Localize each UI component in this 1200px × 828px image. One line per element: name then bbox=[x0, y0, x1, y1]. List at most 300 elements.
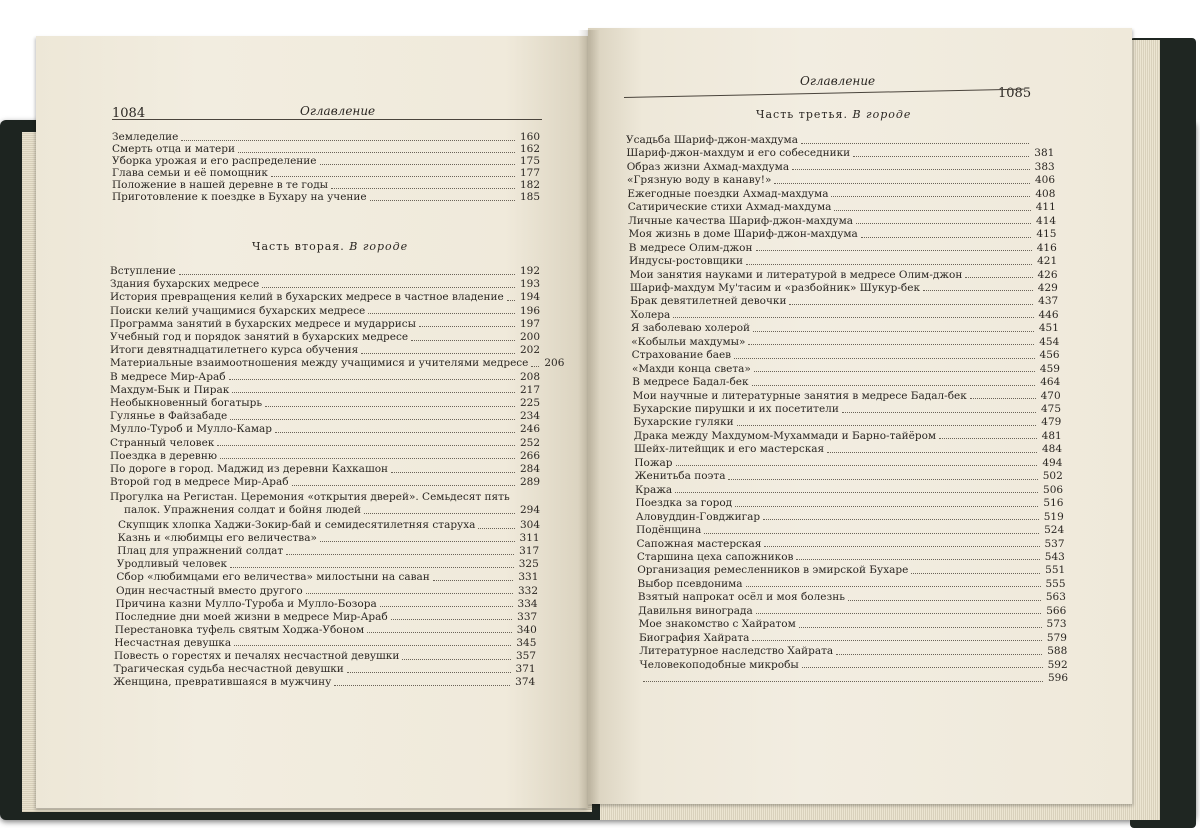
toc-leader-dots bbox=[939, 438, 1037, 439]
toc-entry-page: 331 bbox=[518, 571, 539, 584]
toc-leader-dots bbox=[368, 313, 515, 314]
toc-entry-page: 502 bbox=[1042, 470, 1063, 483]
toc-entry-title-line1: Прогулка на Регистан. Церемония «открытия дверей». Семьдесят пять bbox=[110, 491, 510, 503]
toc-entry-title: Повесть о горестях и печалях несчастной девушки bbox=[114, 650, 400, 662]
toc-entry-page: 325 bbox=[518, 558, 539, 571]
toc-entry-page: 162 bbox=[519, 143, 540, 155]
toc-leader-dots bbox=[433, 580, 514, 581]
toc-entry[interactable] bbox=[632, 363, 1060, 375]
toc-entry-title: Казнь и «любимцы его величества» bbox=[117, 532, 317, 545]
toc-entry-page: 225 bbox=[519, 397, 540, 409]
toc-entry-title: Бухарские гуляки bbox=[633, 416, 734, 429]
toc-entry[interactable] bbox=[633, 403, 1061, 415]
toc-entry-title: Учебный год и порядок занятий в бухарских медресе bbox=[110, 331, 409, 343]
toc-leader-dots bbox=[923, 290, 1033, 291]
toc-entry-title: Поиски келий учащимися бухарских медресе bbox=[110, 304, 366, 317]
toc-entry[interactable] bbox=[635, 484, 1063, 496]
toc-entry-page: 475 bbox=[1040, 403, 1061, 415]
toc-entry[interactable] bbox=[114, 650, 536, 662]
toc-leader-dots bbox=[704, 533, 1039, 534]
left-header-rule bbox=[112, 119, 542, 120]
toc-entry[interactable] bbox=[110, 463, 540, 475]
toc-entry[interactable] bbox=[110, 410, 540, 422]
toc-entry-page: 524 bbox=[1044, 524, 1065, 537]
toc-entry[interactable] bbox=[640, 672, 1068, 684]
toc-leader-dots bbox=[748, 344, 1034, 345]
toc-entry-title: Приготовление к поездке в Бухару на учение bbox=[112, 191, 367, 203]
right-section-label: Часть третья. bbox=[756, 108, 848, 121]
left-section-label: Часть вторая. bbox=[252, 240, 345, 253]
toc-entry-title: Пожар bbox=[634, 456, 673, 469]
toc-entry[interactable] bbox=[639, 632, 1067, 644]
toc-entry[interactable] bbox=[110, 437, 540, 449]
toc-entry-title: Страхование баев bbox=[631, 349, 732, 362]
toc-leader-dots bbox=[292, 485, 515, 486]
toc-entry-page: 289 bbox=[519, 476, 540, 489]
toc-entry[interactable] bbox=[112, 179, 540, 191]
toc-leader-dots bbox=[229, 379, 515, 380]
right-running-header: Оглавление bbox=[800, 74, 876, 88]
toc-entry-page: 266 bbox=[519, 449, 540, 462]
toc-entry-page: 592 bbox=[1047, 658, 1068, 671]
toc-leader-dots bbox=[643, 681, 1043, 682]
toc-entry[interactable] bbox=[627, 161, 1055, 173]
toc-leader-dots bbox=[230, 419, 515, 420]
toc-entry-title: Сапожная мастерская bbox=[636, 537, 762, 550]
toc-entry-title: Программа занятий в бухарских медресе и мударрисы bbox=[110, 317, 417, 330]
toc-entry-page: 182 bbox=[519, 179, 540, 191]
toc-leader-dots bbox=[391, 619, 512, 620]
toc-entry-title: Организация ремесленников в эмирской Бухаре bbox=[637, 564, 909, 577]
toc-entry-title: Трагическая судьба несчастной девушки bbox=[113, 663, 344, 676]
right-section-title: В городе bbox=[852, 108, 912, 121]
toc-entry[interactable] bbox=[110, 265, 540, 277]
toc-entry[interactable] bbox=[631, 336, 1059, 348]
toc-entry-page: 234 bbox=[519, 410, 540, 423]
toc-entry[interactable] bbox=[110, 344, 540, 356]
toc-entry-page: 446 bbox=[1038, 308, 1059, 321]
toc-entry[interactable] bbox=[634, 443, 1062, 455]
toc-entry-title: Сбор «любимцами его величества» милостыни на саван bbox=[116, 571, 430, 584]
toc-entry-title: Уродливый человек bbox=[116, 558, 228, 571]
toc-leader-dots bbox=[331, 188, 515, 189]
toc-entry[interactable] bbox=[636, 524, 1064, 536]
toc-entry-title: Аловуддин-Говджигар bbox=[635, 510, 761, 523]
toc-entry[interactable] bbox=[630, 295, 1058, 307]
toc-leader-dots bbox=[801, 143, 1029, 144]
toc-entry-page: 334 bbox=[517, 597, 538, 610]
toc-entry[interactable] bbox=[631, 309, 1059, 321]
toc-leader-dots bbox=[842, 412, 1036, 413]
toc-entry-title: Старшина цеха сапожников bbox=[636, 550, 794, 563]
toc-leader-dots bbox=[419, 326, 515, 327]
toc-entry-title: Шариф-махдум Му'тасим и «разбойник» Шукур-бек bbox=[629, 281, 921, 294]
toc-entry-page: 246 bbox=[519, 423, 540, 436]
toc-entry-title: Давильня винограда bbox=[638, 604, 753, 617]
toc-entry-page: 193 bbox=[519, 278, 540, 291]
toc-entry[interactable] bbox=[637, 538, 1065, 550]
toc-entry-page: 596 bbox=[1047, 672, 1068, 684]
toc-entry-title: Перестановка туфель святым Ходжа-Убоном bbox=[114, 623, 365, 636]
toc-entry-page: 416 bbox=[1036, 241, 1057, 254]
toc-entry-title: Один несчастный вместо другого bbox=[116, 584, 303, 597]
toc-entry-title-line2: палок. Упражнения солдат и бойня людей bbox=[124, 504, 362, 516]
toc-entry[interactable] bbox=[116, 571, 538, 583]
toc-leader-dots bbox=[834, 210, 1030, 211]
toc-leader-dots bbox=[367, 632, 512, 633]
toc-entry[interactable] bbox=[110, 357, 565, 370]
toc-entry-page: 555 bbox=[1045, 577, 1066, 590]
toc-entry-title: Кража bbox=[635, 483, 673, 496]
toc-entry-page: 332 bbox=[517, 584, 538, 597]
toc-entry[interactable] bbox=[116, 598, 538, 610]
toc-leader-dots bbox=[965, 277, 1032, 278]
toc-entry-page: 294 bbox=[519, 504, 540, 516]
toc-entry-title: «Кобыльи махдумы» bbox=[631, 335, 746, 348]
toc-entry[interactable] bbox=[628, 228, 1056, 240]
toc-entry-page: 470 bbox=[1040, 389, 1061, 402]
toc-entry-page: 484 bbox=[1042, 443, 1063, 456]
toc-entry-page: 421 bbox=[1037, 255, 1058, 268]
toc-entry-title: Причина казни Мулло-Туроба и Мулло-Бозора bbox=[115, 597, 377, 610]
toc-entry-page: 408 bbox=[1035, 187, 1056, 200]
toc-leader-dots bbox=[764, 546, 1039, 547]
toc-leader-dots bbox=[234, 645, 511, 646]
toc-entry-page: 217 bbox=[519, 383, 540, 396]
toc-entry-page: 573 bbox=[1046, 618, 1067, 631]
toc-leader-dots bbox=[361, 353, 515, 354]
toc-entry-wrapped[interactable] bbox=[110, 491, 540, 517]
toc-entry[interactable] bbox=[627, 174, 1055, 186]
toc-entry[interactable] bbox=[118, 532, 540, 544]
toc-entry-title: Индусы-ростовщики bbox=[629, 255, 744, 268]
toc-entry[interactable] bbox=[635, 497, 1063, 509]
toc-entry-page: 197 bbox=[519, 317, 540, 330]
toc-entry-title: Смерть отца и матери bbox=[112, 143, 235, 155]
toc-leader-dots bbox=[836, 654, 1042, 655]
toc-leader-dots bbox=[746, 586, 1041, 587]
toc-leader-dots bbox=[756, 613, 1042, 614]
toc-entry-title: Подёнщина bbox=[636, 524, 702, 537]
toc-entry-page: 566 bbox=[1046, 604, 1067, 617]
toc-entry[interactable] bbox=[638, 591, 1066, 603]
toc-entry-title: Бухарские пирушки и их посетители bbox=[633, 403, 839, 415]
toc-leader-dots bbox=[230, 567, 514, 568]
toc-entry[interactable] bbox=[640, 659, 1068, 671]
toc-entry-title: Вступление bbox=[110, 265, 176, 277]
toc-entry-title: Последние дни моей жизни в медресе Мир-Араб bbox=[115, 610, 388, 623]
toc-entry-page: 437 bbox=[1038, 295, 1059, 308]
toc-entry-title: Усадьба Шариф-джон-махдума bbox=[626, 134, 798, 146]
toc-entry[interactable] bbox=[110, 476, 540, 488]
toc-entry-title: Драка между Махдумом-Мухаммади и Барно-тайёром bbox=[633, 429, 937, 442]
toc-entry[interactable] bbox=[114, 637, 536, 649]
toc-entry[interactable] bbox=[110, 423, 540, 435]
toc-entry[interactable] bbox=[114, 663, 536, 675]
toc-entry-title: Взятый напрокат осёл и моя болезнь bbox=[637, 591, 845, 604]
toc-leader-dots bbox=[181, 140, 515, 141]
toc-entry[interactable] bbox=[628, 215, 1056, 227]
toc-leader-dots bbox=[179, 274, 515, 275]
toc-entry[interactable] bbox=[110, 291, 540, 303]
toc-entry[interactable] bbox=[117, 558, 539, 570]
toc-entry-title: Женщина, превратившаяся в мужчину bbox=[113, 676, 332, 689]
right-section-heading bbox=[756, 108, 911, 121]
toc-entry-page: 284 bbox=[519, 463, 540, 475]
toc-entry-title: Глава семьи и её помощник bbox=[112, 167, 268, 179]
toc-entry-title: В медресе Олим-джон bbox=[628, 241, 753, 254]
toc-leader-dots bbox=[911, 573, 1040, 574]
toc-leader-dots bbox=[789, 304, 1033, 305]
toc-leader-dots bbox=[478, 528, 515, 529]
toc-entry-title: Личные качества Шариф-джон-махдума bbox=[628, 214, 854, 227]
toc-entry-title: Здания бухарских медресе bbox=[110, 278, 260, 291]
toc-entry-title: Холера bbox=[630, 308, 671, 321]
toc-entry-title: Странный человек bbox=[110, 436, 215, 449]
toc-entry[interactable] bbox=[632, 349, 1060, 361]
toc-leader-dots bbox=[391, 472, 515, 473]
toc-entry[interactable] bbox=[636, 511, 1064, 523]
toc-entry-title: Земледелие bbox=[112, 131, 179, 143]
toc-entry-page: 317 bbox=[519, 545, 540, 558]
toc-entry-title: Итоги девятнадцатилетнего курса обучения bbox=[110, 344, 359, 357]
toc-entry-title: Гулянье в Файзабаде bbox=[110, 410, 228, 423]
toc-entry[interactable] bbox=[635, 470, 1063, 482]
toc-entry-page: 406 bbox=[1035, 174, 1056, 187]
toc-leader-dots bbox=[217, 445, 515, 446]
toc-entry[interactable] bbox=[633, 390, 1061, 402]
toc-entry[interactable] bbox=[112, 191, 540, 203]
toc-leader-dots bbox=[735, 506, 1038, 507]
toc-entry-page: 414 bbox=[1036, 214, 1057, 227]
toc-entry-page: 454 bbox=[1039, 335, 1060, 348]
toc-entry-title: Махдум-Бык и Пирак bbox=[110, 383, 230, 396]
toc-entry-page: 456 bbox=[1039, 349, 1060, 362]
toc-entry[interactable] bbox=[630, 269, 1058, 281]
toc-entry[interactable] bbox=[110, 318, 540, 330]
toc-entry-page: 200 bbox=[519, 331, 540, 343]
toc-entry-page: 371 bbox=[515, 663, 536, 676]
toc-entry-title: Мулло-Туроб и Мулло-Камар bbox=[110, 423, 273, 436]
toc-entry[interactable] bbox=[110, 371, 540, 383]
toc-entry[interactable] bbox=[110, 450, 540, 462]
toc-leader-dots bbox=[220, 458, 515, 459]
left-section-title: В городе bbox=[349, 240, 409, 253]
toc-entry-page: 160 bbox=[519, 131, 540, 143]
toc-entry[interactable] bbox=[634, 430, 1062, 442]
toc-leader-dots bbox=[347, 672, 511, 673]
toc-entry-page: 543 bbox=[1044, 550, 1065, 563]
toc-leader-dots bbox=[763, 519, 1039, 520]
toc-entry[interactable] bbox=[110, 331, 540, 343]
toc-leader-dots bbox=[753, 331, 1034, 332]
right-page-number: 1085 bbox=[998, 86, 1032, 101]
toc-leader-dots bbox=[370, 200, 515, 201]
toc-entry-page: 175 bbox=[519, 155, 540, 167]
toc-entry[interactable] bbox=[639, 618, 1067, 630]
toc-entry-page: 579 bbox=[1046, 631, 1067, 644]
toc-entry-page: 345 bbox=[516, 636, 537, 649]
toc-entry-page: 537 bbox=[1044, 537, 1065, 550]
toc-entry[interactable] bbox=[634, 457, 1062, 469]
toc-entry-page: 479 bbox=[1041, 416, 1062, 429]
toc-leader-dots bbox=[507, 300, 515, 301]
toc-entry-title: «Махди конца света» bbox=[631, 362, 751, 375]
toc-entry[interactable] bbox=[627, 188, 1055, 200]
toc-entry-page: 481 bbox=[1041, 429, 1062, 442]
toc-entry-title: Сатирические стихи Ахмад-махдума bbox=[627, 201, 832, 214]
toc-entry-title: Литературное наследство Хайрата bbox=[639, 645, 834, 658]
book-spine bbox=[578, 30, 600, 810]
toc-entry-title: Материальные взаимоотношения между учащимися и учителями медресе bbox=[110, 357, 529, 370]
left-running-header: Оглавление bbox=[300, 104, 376, 118]
toc-entry-title: В медресе Бадал-бек bbox=[632, 376, 749, 389]
toc-leader-dots bbox=[275, 432, 515, 433]
toc-entry-title: Второй год в медресе Мир-Араб bbox=[110, 476, 289, 489]
toc-entry[interactable] bbox=[118, 519, 540, 531]
toc-entry-title: Брак девятилетней девочки bbox=[630, 295, 787, 308]
toc-leader-dots bbox=[752, 385, 1036, 386]
toc-leader-dots bbox=[853, 156, 1029, 157]
toc-entry[interactable] bbox=[110, 397, 540, 409]
toc-leader-dots bbox=[728, 479, 1037, 480]
toc-entry-title: Шариф-джон-махдум и его собеседники bbox=[626, 147, 851, 160]
toc-entry[interactable] bbox=[637, 564, 1065, 576]
toc-leader-dots bbox=[856, 223, 1031, 224]
toc-entry-title: Скупщик хлопка Хаджи-Зокир-бай и семидесятилетняя старуха bbox=[118, 519, 476, 531]
toc-entry[interactable] bbox=[637, 551, 1065, 563]
left-section-heading bbox=[252, 240, 408, 253]
toc-entry-page: 194 bbox=[519, 291, 540, 304]
toc-leader-dots bbox=[754, 371, 1035, 372]
toc-leader-dots bbox=[262, 287, 515, 288]
toc-entry-page: 357 bbox=[515, 650, 536, 662]
toc-leader-dots bbox=[675, 492, 1038, 493]
toc-entry-page: 202 bbox=[519, 344, 540, 357]
toc-entry-page: 429 bbox=[1037, 281, 1058, 294]
toc-entry-title: Мои занятия науками и литературой в медресе Олим-джон bbox=[629, 268, 963, 281]
toc-entry[interactable] bbox=[629, 242, 1057, 254]
toc-leader-dots bbox=[411, 340, 515, 341]
toc-entry[interactable] bbox=[110, 305, 540, 317]
toc-entry-page: 383 bbox=[1034, 160, 1055, 173]
toc-entry-page: 196 bbox=[519, 304, 540, 317]
toc-entry-title: Плац для упражнений солдат bbox=[117, 545, 284, 558]
toc-entry[interactable] bbox=[639, 645, 1067, 657]
toc-entry-page: 551 bbox=[1045, 564, 1066, 577]
toc-entry[interactable] bbox=[112, 155, 540, 167]
toc-entry-page: 252 bbox=[519, 436, 540, 449]
toc-entry-title: Выбор псевдонима bbox=[637, 577, 743, 590]
toc-entry-title: В медресе Мир-Араб bbox=[110, 370, 226, 383]
toc-leader-dots bbox=[334, 685, 510, 686]
toc-leader-dots bbox=[802, 667, 1043, 668]
toc-entry-page: 516 bbox=[1043, 497, 1064, 510]
toc-entry[interactable] bbox=[626, 147, 1054, 159]
toc-entry-page: 206 bbox=[544, 357, 565, 370]
toc-entry[interactable] bbox=[630, 282, 1058, 294]
toc-leader-dots bbox=[531, 366, 539, 367]
toc-entry-title: Уборка урожая и его распределение bbox=[112, 155, 317, 167]
toc-entry[interactable] bbox=[629, 255, 1057, 267]
toc-leader-dots bbox=[238, 152, 515, 153]
toc-entry-title: Мои научные и литературные занятия в медресе Бадал-бек bbox=[632, 389, 967, 402]
toc-entry-title: Поездка за город bbox=[635, 497, 733, 510]
toc-entry-page: 451 bbox=[1038, 322, 1059, 335]
toc-leader-dots bbox=[827, 452, 1037, 453]
toc-entry[interactable] bbox=[112, 143, 540, 155]
toc-entry[interactable] bbox=[113, 676, 535, 688]
toc-leader-dots bbox=[320, 164, 516, 165]
toc-leader-dots bbox=[673, 317, 1033, 318]
toc-entry-title: Я заболеваю холерой bbox=[630, 322, 751, 335]
toc-leader-dots bbox=[232, 392, 515, 393]
toc-entry[interactable] bbox=[112, 131, 540, 143]
toc-entry-title: Несчастная девушка bbox=[114, 636, 232, 649]
toc-leader-dots bbox=[380, 606, 513, 607]
toc-leader-dots bbox=[970, 398, 1036, 399]
toc-leader-dots bbox=[774, 183, 1030, 184]
toc-entry[interactable] bbox=[116, 585, 538, 597]
toc-entry-page: 415 bbox=[1036, 228, 1057, 241]
toc-entry-page: 337 bbox=[517, 610, 538, 623]
toc-entry[interactable] bbox=[110, 384, 540, 396]
toc-entry[interactable] bbox=[626, 134, 1054, 146]
toc-entry[interactable] bbox=[112, 167, 540, 179]
toc-leader-dots bbox=[734, 358, 1035, 359]
toc-entry-title: Шейх-литейщик и его мастерская bbox=[634, 443, 825, 456]
toc-entry-title: Ежегодные поездки Ахмад-махдума bbox=[627, 187, 829, 200]
toc-entry-page: 177 bbox=[519, 167, 540, 179]
toc-entry-title: История превращения келий в бухарских медресе в частное владение bbox=[110, 291, 504, 304]
toc-entry[interactable] bbox=[115, 611, 537, 623]
toc-leader-dots bbox=[306, 593, 513, 594]
toc-entry-page: 506 bbox=[1043, 483, 1064, 496]
toc-entry-title: Женитьба поэта bbox=[634, 470, 726, 483]
toc-entry-page: 494 bbox=[1042, 456, 1063, 469]
left-page-number: 1084 bbox=[112, 106, 146, 121]
toc-entry[interactable] bbox=[633, 416, 1061, 428]
toc-entry[interactable] bbox=[117, 545, 539, 557]
toc-entry[interactable] bbox=[638, 605, 1066, 617]
toc-entry-title: По дороге в город. Маджид из деревни Кахкашон bbox=[110, 463, 389, 475]
toc-leader-dots bbox=[320, 541, 515, 542]
toc-leader-dots bbox=[746, 264, 1032, 265]
toc-leader-dots bbox=[676, 465, 1038, 466]
toc-entry[interactable] bbox=[628, 201, 1056, 213]
toc-entry-page: 459 bbox=[1039, 362, 1060, 375]
toc-entry[interactable] bbox=[632, 376, 1060, 388]
toc-entry-page: 381 bbox=[1034, 147, 1055, 160]
toc-leader-dots bbox=[861, 237, 1032, 238]
toc-leader-dots bbox=[286, 554, 514, 555]
toc-entry-title: Моя жизнь в доме Шариф-джон-махдума bbox=[628, 228, 858, 241]
toc-entry-title: Необыкновенный богатырь bbox=[110, 397, 263, 409]
toc-entry-page: 588 bbox=[1047, 645, 1068, 658]
toc-entry-page: 411 bbox=[1035, 201, 1056, 214]
toc-leader-dots bbox=[796, 559, 1039, 560]
toc-entry-page: 464 bbox=[1040, 376, 1061, 389]
toc-leader-dots bbox=[737, 425, 1037, 426]
toc-entry-page: 426 bbox=[1037, 268, 1058, 281]
toc-entry-page: 304 bbox=[519, 519, 540, 531]
toc-entry[interactable] bbox=[110, 278, 540, 290]
toc-entry[interactable] bbox=[631, 322, 1059, 334]
toc-leader-dots bbox=[831, 196, 1030, 197]
toc-entry[interactable] bbox=[115, 624, 537, 636]
toc-entry[interactable] bbox=[638, 578, 1066, 590]
toc-entry-title: «Грязную воду в канаву!» bbox=[627, 174, 772, 187]
